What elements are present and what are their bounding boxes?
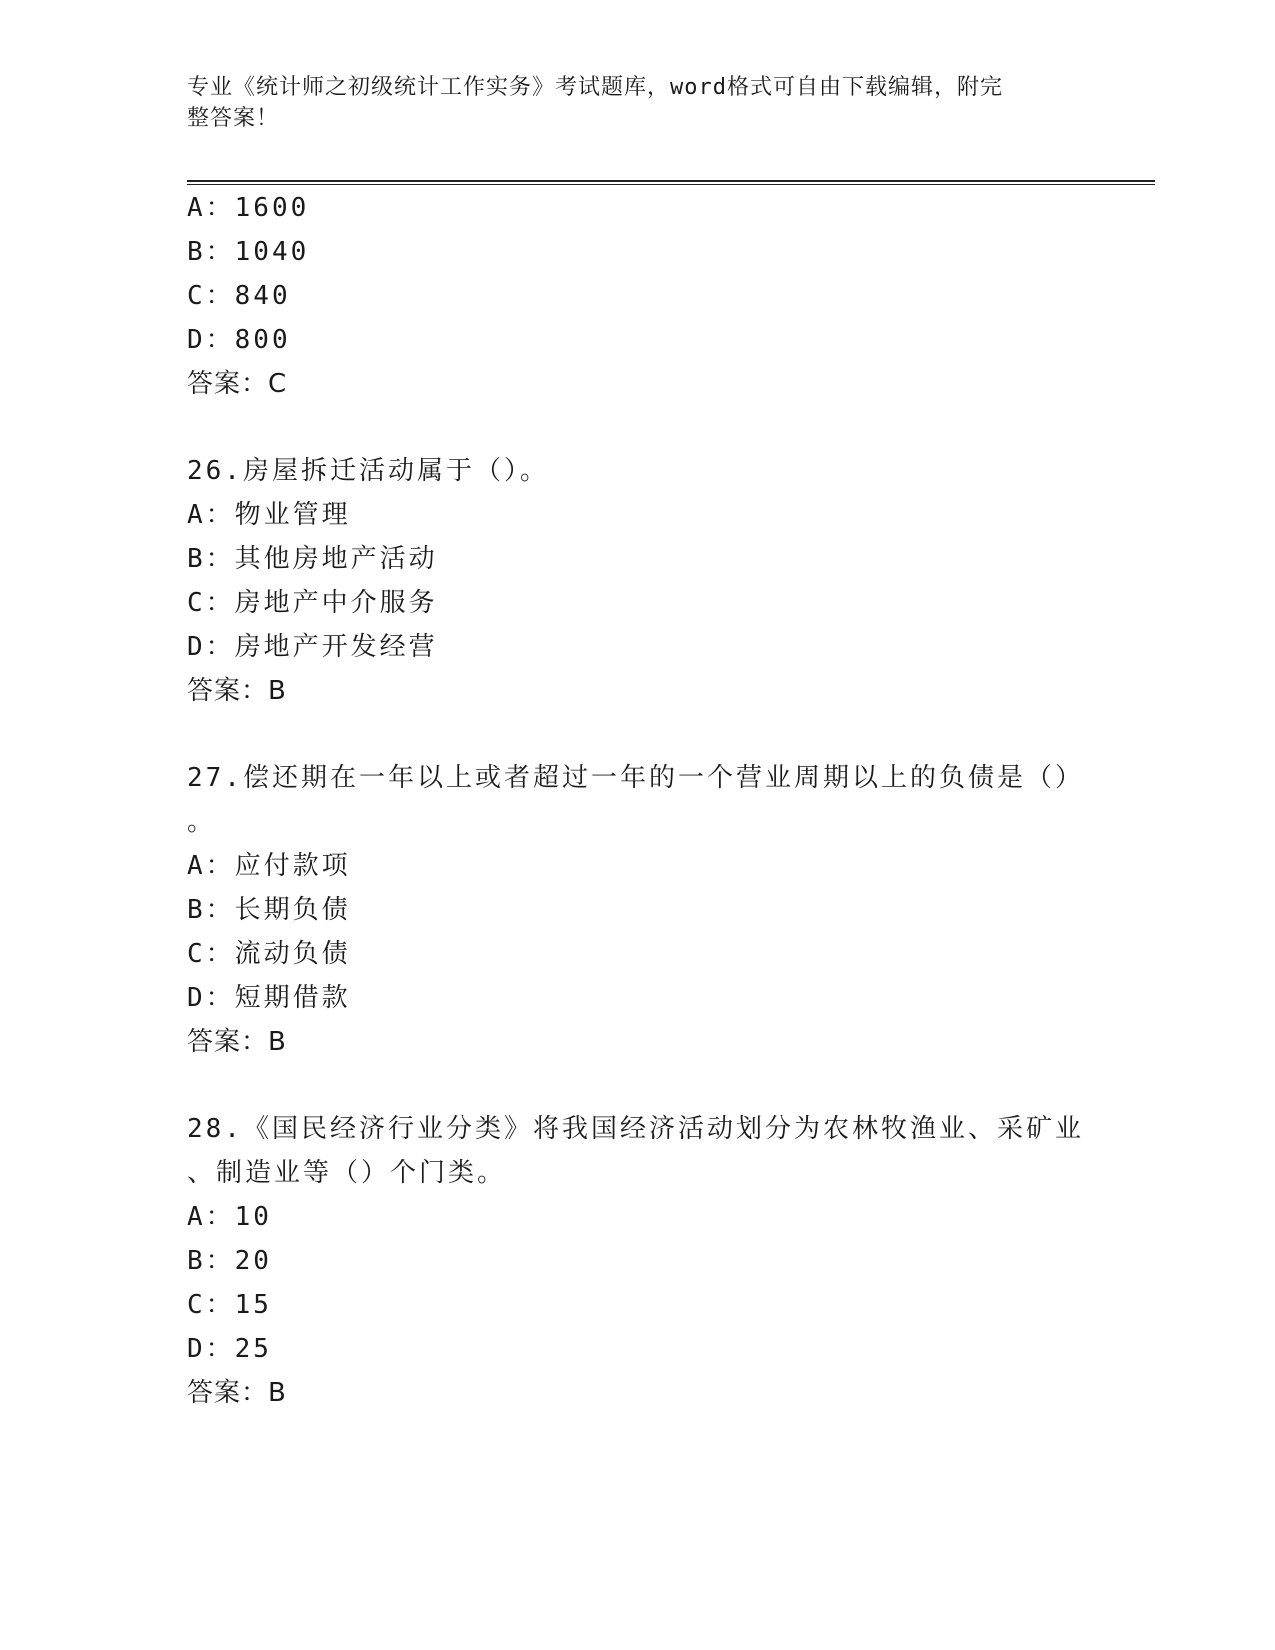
q28-option-d: D：25 bbox=[187, 1334, 272, 1364]
q26-option-b: B：其他房地产活动 bbox=[187, 544, 438, 574]
q26-answer: 答案：B bbox=[187, 676, 287, 706]
q25-option-b: B：1040 bbox=[187, 237, 310, 267]
q28-question-line-2: 、制造业等（）个门类。 bbox=[187, 1158, 507, 1188]
q26-option-a: A：物业管理 bbox=[187, 500, 351, 530]
q27-option-c: C：流动负债 bbox=[187, 939, 351, 969]
q28-option-a: A：10 bbox=[187, 1202, 272, 1232]
q25-option-d: D：800 bbox=[187, 325, 291, 355]
q25-option-c: C：840 bbox=[187, 281, 291, 311]
q27-option-d: D：短期借款 bbox=[187, 983, 351, 1013]
document-header bbox=[187, 72, 1067, 134]
q26-option-c: C：房地产中介服务 bbox=[187, 588, 438, 618]
q25-option-a: A：1600 bbox=[187, 193, 310, 223]
q25-answer: 答案：C bbox=[187, 369, 288, 399]
q27-option-b: B：长期负债 bbox=[187, 895, 351, 925]
q26-question: 26.房屋拆迁活动属于（）。 bbox=[187, 456, 549, 486]
q28-answer: 答案：B bbox=[187, 1378, 287, 1408]
header-line-1: 专业《统计师之初级统计工作实务》考试题库，word格式可自由下载编辑，附完 bbox=[187, 75, 1003, 100]
q27-option-a: A：应付款项 bbox=[187, 851, 351, 881]
header-rule-thick bbox=[187, 180, 1155, 182]
q26-option-d: D：房地产开发经营 bbox=[187, 632, 438, 662]
q27-question-line-1: 27.偿还期在一年以上或者超过一年的一个营业周期以上的负债是（） bbox=[187, 763, 1084, 793]
q27-question-line-2: 。 bbox=[187, 807, 217, 837]
q27-answer: 答案：B bbox=[187, 1027, 287, 1057]
q28-option-b: B：20 bbox=[187, 1246, 272, 1276]
q28-question-line-1: 28.《国民经济行业分类》将我国经济活动划分为农林牧渔业、采矿业 bbox=[187, 1114, 1084, 1144]
header-line-2: 整答案！ bbox=[187, 106, 280, 131]
header-rule-thin bbox=[187, 184, 1155, 185]
q28-option-c: C：15 bbox=[187, 1290, 272, 1320]
